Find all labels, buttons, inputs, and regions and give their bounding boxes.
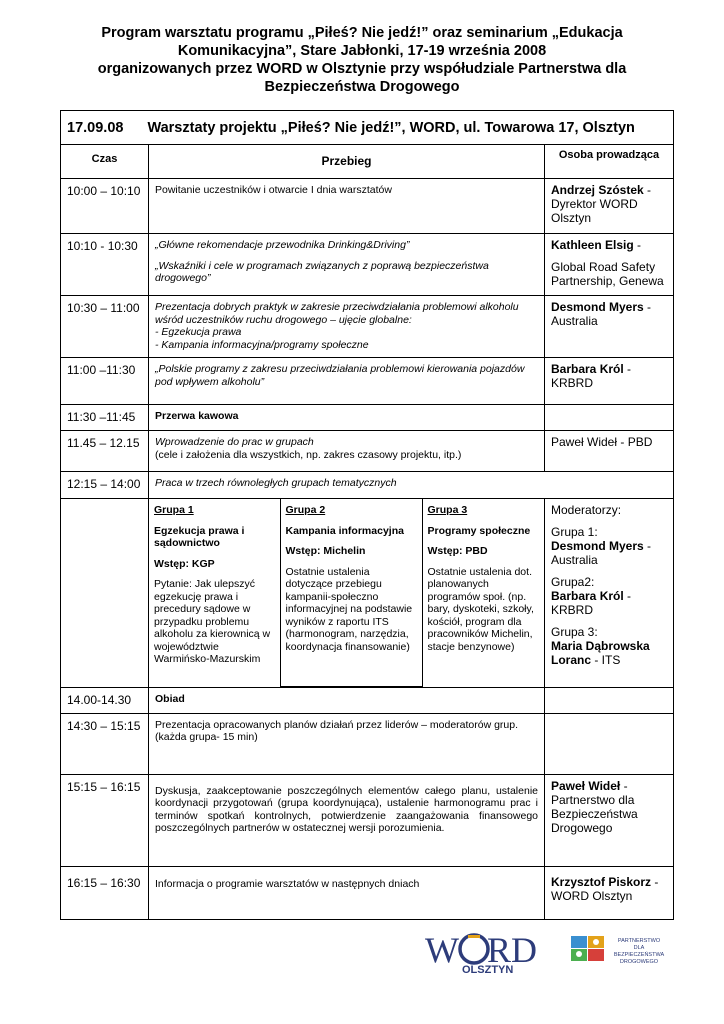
- course-line: „Główne rekomendacje przewodnika Drinking&Driving”: [155, 239, 410, 251]
- moderator-name: Maria Dąbrowska Loranc: [551, 639, 650, 667]
- course-cell: Powitanie uczestników i otwarcie I dnia warsztatów: [149, 179, 545, 234]
- time-cell: 16:15 – 16:30: [61, 866, 149, 919]
- course-cell: Informacja o programie warsztatów w następnych dniach: [149, 866, 545, 919]
- day-date: 17.09.08: [67, 120, 124, 136]
- moderator-group-label: Grupa 3:: [551, 625, 598, 639]
- partnership-line: PARTNERSTWO: [617, 938, 661, 944]
- group-body: Ostatnie ustalenia dot. planowanych programów społ. (np. bary, dyskoteki, szkoły, kościół, program dla pracowników Michelin, stacje benzynowe): [427, 565, 534, 653]
- time-cell: 10:00 – 10:10: [61, 179, 149, 234]
- moderator-affiliation: - ITS: [591, 653, 621, 667]
- course-line: (cele i założenia dla wszystkich, np. zakres czasowy projektu, itp.): [155, 448, 462, 461]
- group-intro: Wstęp: KGP: [154, 557, 215, 570]
- logos-graphic: [425, 928, 675, 976]
- groups-table: [149, 499, 544, 687]
- table-row: [61, 234, 674, 296]
- course-cell: [149, 431, 545, 472]
- host-affiliation: - Partnerstwo dla Bezpieczeństwa Drogowego: [551, 778, 638, 835]
- time-cell: 12:15 – 14:00: [61, 472, 149, 499]
- host-cell: [545, 774, 674, 866]
- partnership-logo: [571, 936, 664, 965]
- table-row: [61, 405, 674, 431]
- group-topic: Programy społeczne: [427, 524, 531, 537]
- partnership-line: BEZPIECZEŃSTWA: [613, 952, 665, 958]
- course-cell: [149, 296, 545, 358]
- course-line: - Kampania informacyjna/programy społeczne: [155, 338, 369, 351]
- column-header-host: Osoba prowadząca: [545, 145, 674, 179]
- footer-logos: [425, 928, 675, 976]
- course-cell: „Polskie programy z zakresu przeciwdziałania problemowi kierowania pojazdów pod wpływem alkoholu”: [149, 358, 545, 405]
- group-topic: Egzekucja prawa i sądownictwo: [154, 524, 245, 549]
- table-row: [61, 296, 674, 358]
- host-cell: [545, 866, 674, 919]
- groups-row: [61, 499, 674, 688]
- moderator-name: Desmond Myers: [551, 539, 644, 553]
- moderator-affiliation: - Australia: [551, 539, 652, 567]
- host-cell: [545, 234, 674, 296]
- partnership-line: DROGOWEGO: [619, 959, 659, 965]
- table-row: [61, 866, 674, 919]
- partnership-tile-icon: [571, 936, 587, 948]
- column-header-row: [61, 145, 674, 179]
- host-name: Krzysztof Piskorz: [551, 874, 652, 889]
- logo-letters-rd: RD: [487, 930, 538, 970]
- group-heading: Grupa 2: [285, 504, 326, 516]
- host-cell: [545, 296, 674, 358]
- host-affiliation: -: [633, 238, 642, 252]
- table-row: [61, 179, 674, 234]
- moderator-name: Barbara Król: [551, 589, 624, 603]
- partnership-line: DLA: [633, 945, 645, 951]
- table-row: [61, 687, 674, 713]
- document-title: [60, 24, 664, 96]
- table-row: [61, 358, 674, 405]
- groups-cell: [149, 499, 545, 688]
- time-cell: 11.45 – 12.15: [61, 431, 149, 472]
- title-line-2: Komunikacyjna”, Stare Jabłonki, 17-19 września 2008: [177, 43, 547, 59]
- group-body: Pytanie: Jak ulepszyć egzekucję prawa i precedury sądowe w przypadku problemu alkoholu za kierownicą w województwie Warmińsko-Mazurskim: [154, 578, 271, 665]
- logo-ring-icon: [460, 935, 488, 963]
- time-cell: [61, 499, 149, 688]
- group-heading: Grupa 3: [427, 504, 468, 516]
- host-cell: [545, 405, 674, 431]
- course-line: - Egzekucja prawa: [155, 326, 242, 338]
- partnership-tile-icon: [588, 949, 604, 961]
- course-cell: [149, 234, 545, 296]
- course-cell: Obiad: [149, 687, 545, 713]
- course-cell: Praca w trzech równoległych grupach tematycznych: [149, 472, 674, 499]
- day-header: [61, 111, 674, 145]
- group-body: Ostatnie ustalenia dotyczące przebiegu kampanii-społeczno informacyjnej na podstawie wyników z raportu ITS (harmonogram, narzędzia, koordynacja finansowanie): [285, 565, 413, 653]
- partnership-figure-icon: [593, 939, 599, 945]
- host-name: Paweł Wideł: [551, 778, 621, 793]
- logo-letter-w: W: [425, 930, 459, 970]
- group-intro: Wstęp: PBD: [427, 545, 488, 557]
- time-cell: 10:30 – 11:00: [61, 296, 149, 358]
- course-line: Prezentacja dobrych praktyk w zakresie przeciwdziałania problemowi alkoholu wśród uczestników ruchu drogowego – ujęcie globalne:: [155, 301, 519, 326]
- course-cell: Przerwa kawowa: [149, 405, 545, 431]
- group-1-cell: [149, 499, 280, 686]
- time-cell: 11:30 –11:45: [61, 405, 149, 431]
- column-header-time: Czas: [61, 145, 149, 179]
- host-cell: [545, 687, 674, 713]
- host-name: Kathleen Elsig: [551, 238, 634, 252]
- moderators-cell: [545, 499, 674, 688]
- time-cell: 11:00 –11:30: [61, 358, 149, 405]
- column-header-course: Przebieg: [149, 145, 545, 179]
- table-row: [61, 713, 674, 774]
- host-affiliation: - Dyrektor WORD Olsztyn: [551, 183, 652, 225]
- host-cell: [545, 179, 674, 234]
- host-cell: Paweł Wideł - PBD: [545, 431, 674, 472]
- moderators-label: Moderatorzy:: [551, 503, 622, 517]
- table-row: [61, 774, 674, 866]
- group-3-cell: [422, 499, 544, 686]
- time-cell: 15:15 – 16:15: [61, 774, 149, 866]
- course-line: „Wskaźniki i cele w programach związanych z poprawą bezpieczeństwa drogowego”: [155, 259, 489, 284]
- partnership-figure-icon: [576, 951, 582, 957]
- title-line-4: Bezpieczeństwa Drogowego: [264, 79, 460, 95]
- host-affiliation: - Australia: [551, 300, 652, 328]
- group-heading: Grupa 1: [154, 504, 194, 516]
- host-affiliation: - WORD Olsztyn: [551, 874, 659, 903]
- host-name: Desmond Myers: [551, 300, 644, 314]
- moderator-group-label: Grupa 1:: [551, 525, 598, 539]
- table-row: [61, 472, 674, 499]
- host-name: Barbara Król: [551, 362, 624, 376]
- course-cell: Dyskusja, zaakceptowanie poszczególnych elementów całego planu, ustalenie koordynacji przygotowań (grupa koordynująca), ustalenie harmonogramu prac i terminów spotkań kontrolnych, potwierdzenie zaangażowania finansowego poszczególnych partnerów w ostatecznej wersji porozumienia.: [149, 774, 545, 866]
- program-table: [60, 110, 674, 920]
- host-name: Andrzej Szóstek: [551, 183, 644, 197]
- group-intro: Wstęp: Michelin: [285, 545, 366, 557]
- table-row: [61, 431, 674, 472]
- course-cell: Prezentacja opracowanych planów działań przez liderów – moderatorów grup. (każda grupa- 15 min): [149, 713, 545, 774]
- logo-city: OLSZTYN: [462, 964, 514, 976]
- host-affiliation: - KRBRD: [551, 362, 632, 390]
- host-organization: Global Road Safety Partnership, Genewa: [551, 260, 664, 288]
- title-line-1: Program warsztatu programu „Piłeś? Nie jedź!” oraz seminarium „Edukacja: [101, 25, 623, 41]
- course-line: Wprowadzenie do prac w grupach: [155, 436, 314, 448]
- group-topic: Kampania informacyjna: [285, 524, 404, 537]
- time-cell: 14:30 – 15:15: [61, 713, 149, 774]
- time-cell: 10:10 - 10:30: [61, 234, 149, 296]
- title-line-3: organizowanych przez WORD w Olsztynie przy współudziale Partnerstwa dla: [97, 61, 627, 77]
- time-cell: 14.00-14.30: [61, 687, 149, 713]
- moderator-affiliation: - KRBRD: [551, 589, 632, 617]
- word-olsztyn-logo: [425, 930, 537, 976]
- host-cell: [545, 713, 674, 774]
- day-header-row: [61, 111, 674, 145]
- moderator-group-label: Grupa2:: [551, 575, 595, 589]
- group-2-cell: [280, 499, 422, 686]
- host-cell: [545, 358, 674, 405]
- logo-accent-icon: [468, 935, 480, 938]
- day-title: Warsztaty projektu „Piłeś? Nie jedź!”, WORD, ul. Towarowa 17, Olsztyn: [147, 120, 635, 136]
